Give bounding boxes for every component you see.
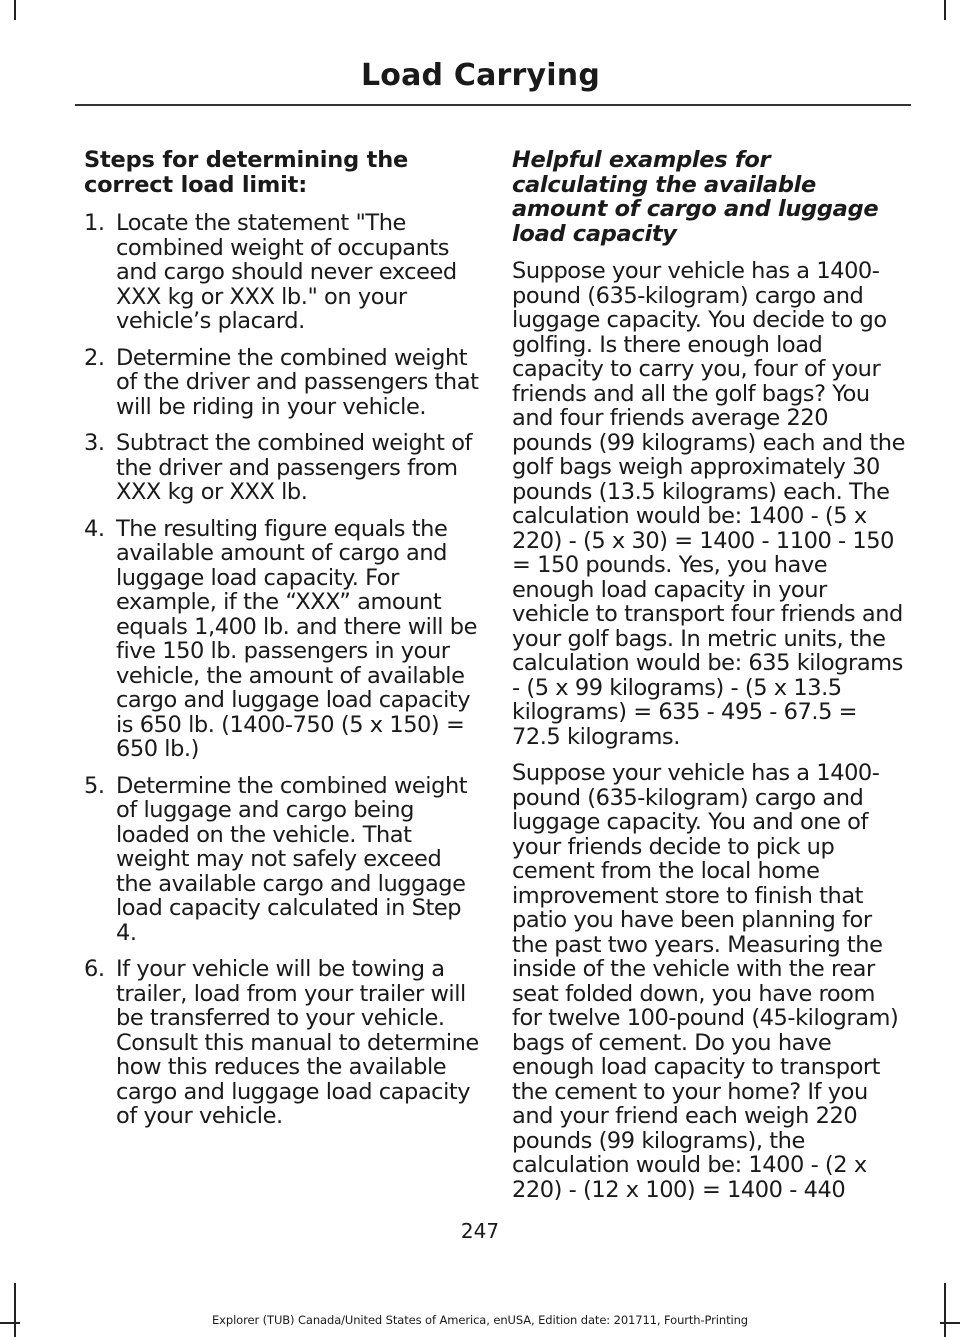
crop-mark-bottom-left <box>14 1283 16 1337</box>
example-paragraph-golf: Suppose your vehicle has a 1400-pound (635-kilogram) cargo and luggage capacity. You decide to go golfing. Is there enough load capacity to carry you, four of your friends and all the golf bags? You and four friends average 220 pounds (99 kilograms) each and the golf bags weigh approximately 30 pounds (13.5 kilograms) each. The calculation would be: 1400 - (5 x 220) - (5 x 30) = 1400 - 1100 - 150 = 150 pounds. Yes, you have enough load capacity in your vehicle to transport four friends and your golf bags. In metric units, the calculation would be: 635 kilograms - (5 x 99 kilograms) - (5 x 13.5 kilograms) = 635 - 495 - 67.5 = 72.5 kilograms. <box>512 258 905 750</box>
edition-footer: Explorer (TUB) Canada/United States of America, enUSA, Edition date: 201711, Fourth-Printing <box>212 1313 748 1327</box>
list-item <box>84 774 480 946</box>
left-column <box>84 148 480 1141</box>
crop-mark-top-right <box>944 0 946 20</box>
right-column <box>512 148 910 1214</box>
crop-mark-bottom-right <box>944 1283 946 1337</box>
step-number: 2. <box>84 344 105 371</box>
list-item <box>84 957 480 1129</box>
step-text: Subtract the combined weight of the driver and passengers from XXX kg or XXX lb. <box>116 430 472 505</box>
title-divider <box>75 104 911 106</box>
step-text: Locate the statement "The combined weight of occupants and cargo should never exceed XXX kg or XXX lb." on your vehicle’s placard. <box>116 210 457 334</box>
list-item <box>84 517 480 762</box>
list-item <box>84 431 480 505</box>
page-number: 247 <box>460 1219 500 1243</box>
steps-list <box>84 211 480 1129</box>
list-item <box>84 211 480 334</box>
step-text: Determine the combined weight of the driver and passengers that will be riding in your vehicle. <box>116 344 479 420</box>
steps-heading: Steps for determining the correct load limit: <box>84 147 409 198</box>
step-number: 1. <box>84 210 105 236</box>
examples-heading: Helpful examples for calculating the available amount of cargo and luggage load capacity <box>512 147 879 247</box>
page-title: Load Carrying <box>360 58 600 93</box>
step-number: 6. <box>84 956 105 982</box>
example-paragraph-cement: Suppose your vehicle has a 1400-pound (635-kilogram) cargo and luggage capacity. You and one of your friends decide to pick up cement from the local home improvement store to finish that patio you have been planning for the past two years. Measuring the inside of the vehicle with the rear seat folded down, you have room for twelve 100-pound (45-kilogram) bags of cement. Do you have enough load capacity to transport the cement to your home? If you and your friend each weigh 220 pounds (99 kilograms), the calculation would be: 1400 - (2 x 220) - (12 x 100) = 1400 - 440 <box>512 760 899 1203</box>
step-text: If your vehicle will be towing a trailer, load from your trailer will be transferred to your vehicle. Consult this manual to determine how this reduces the available cargo and luggage load capacity of your vehicle. <box>116 956 479 1129</box>
step-text: Determine the combined weight of luggage and cargo being loaded on the vehicle. That weight may not safely exceed the available cargo and luggage load capacity calculated in Step 4. <box>116 772 468 946</box>
step-number: 4. <box>84 515 105 542</box>
step-number: 5. <box>84 772 105 799</box>
step-number: 3. <box>84 430 105 456</box>
step-text: The resulting figure equals the available amount of cargo and luggage load capacity. For example, if the “XXX” amount equals 1,400 lb. and there will be five 150 lb. passengers in your vehicle, the amount of available cargo and luggage load capacity is 650 lb. (1400-750 (5 x 150) = 650 lb.) <box>116 515 477 762</box>
crop-mark-top-left <box>14 0 16 20</box>
list-item <box>84 346 480 420</box>
